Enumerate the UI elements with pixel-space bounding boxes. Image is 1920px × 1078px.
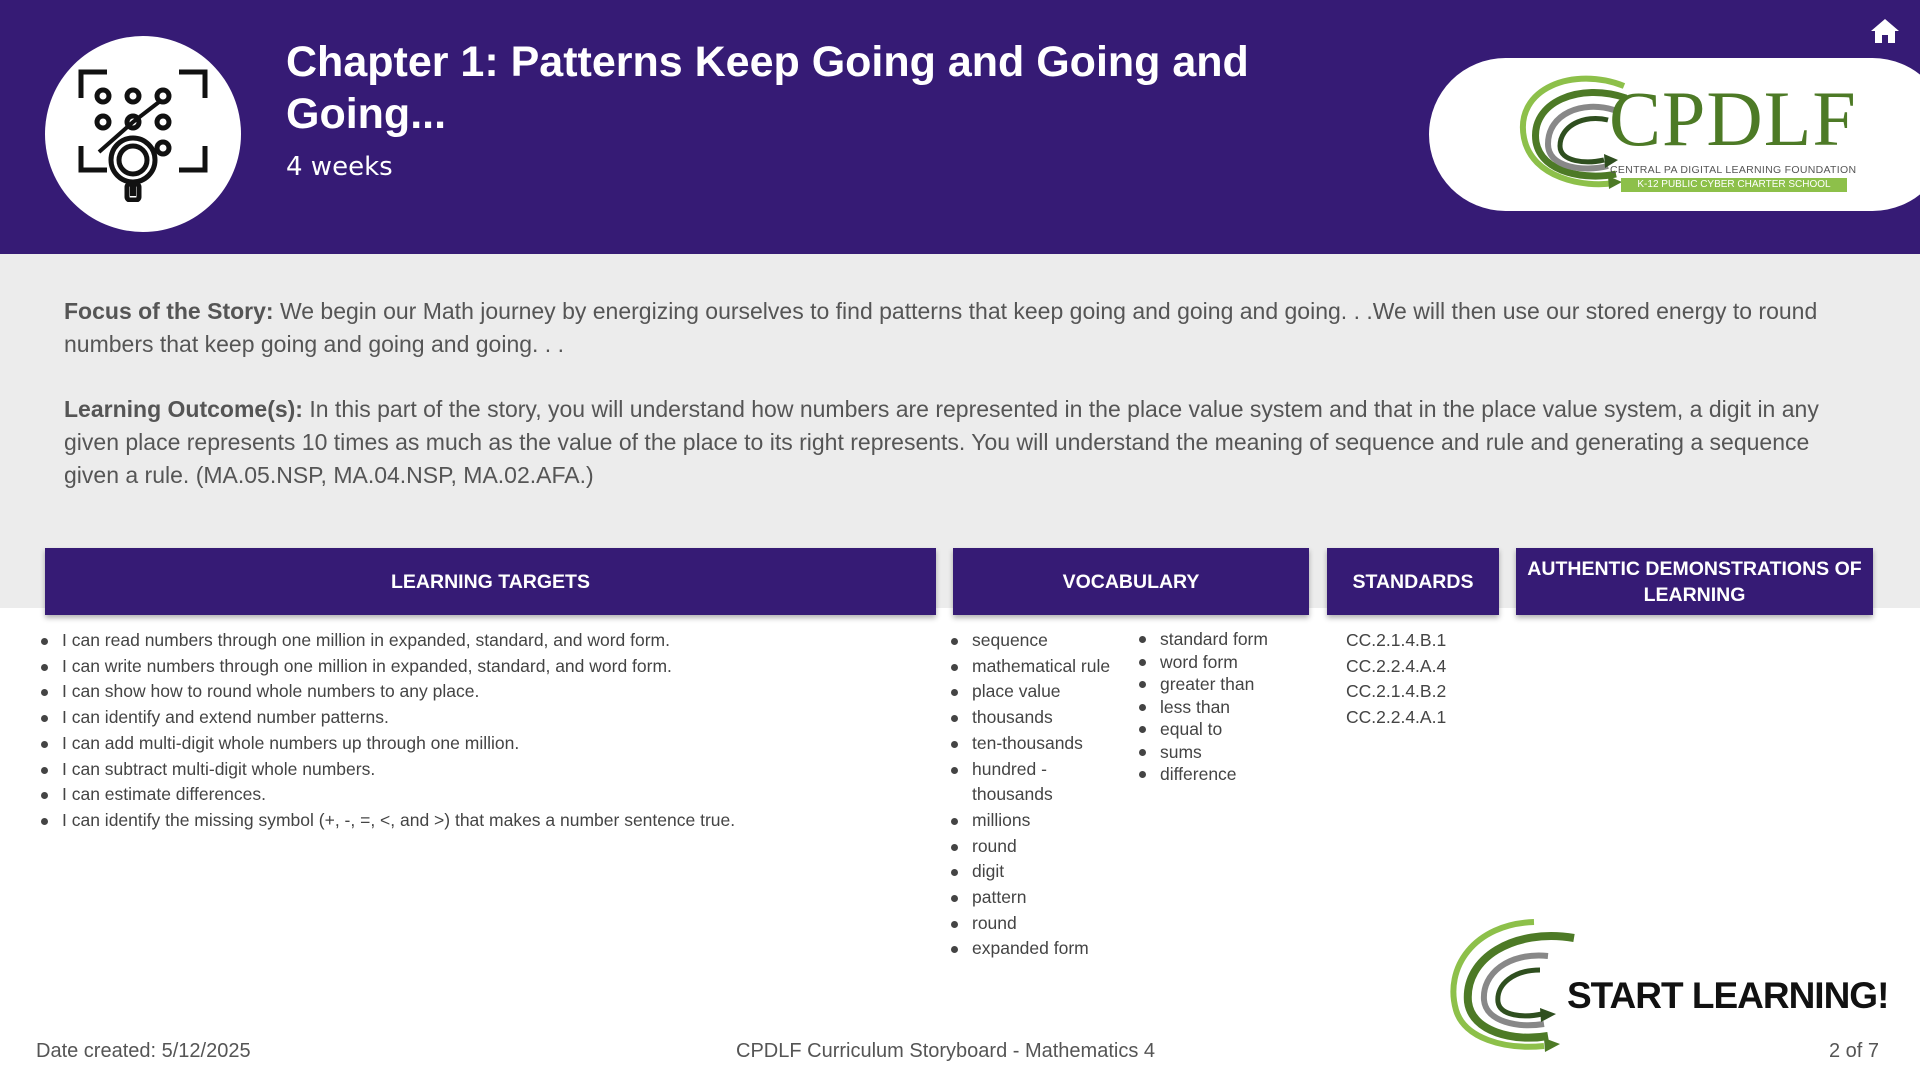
logo-subtitle: CENTRAL PA DIGITAL LEARNING FOUNDATION <box>1610 164 1857 176</box>
logo-band: K-12 PUBLIC CYBER CHARTER SCHOOL <box>1621 178 1847 192</box>
home-icon[interactable] <box>1870 18 1900 44</box>
vocab-item: sums <box>1138 741 1318 764</box>
vocab-item: mathematical rule <box>950 654 1140 680</box>
outcome-paragraph <box>64 393 1864 492</box>
footer-title: CPDLF Curriculum Storyboard - Mathematics 4 <box>736 1040 1156 1062</box>
focus-paragraph <box>64 295 1864 361</box>
vocab-item: difference <box>1138 763 1318 786</box>
standards-header: STANDARDS <box>1327 548 1499 615</box>
list-item: I can add multi-digit whole numbers up through one million. <box>40 731 940 757</box>
standard-code: CC.2.1.4.B.1 <box>1346 630 1447 650</box>
list-item: I can subtract multi-digit whole numbers. <box>40 757 940 783</box>
list-item: I can identify and extend number patterns. <box>40 705 940 731</box>
vocab-item: sequence <box>950 628 1140 654</box>
authentic-demonstrations-header: AUTHENTIC DEMONSTRATIONS OF LEARNING <box>1516 548 1873 615</box>
header-banner <box>0 0 1920 254</box>
vocab-item: thousands <box>950 705 1140 731</box>
vocab-item: millions <box>950 808 1140 834</box>
page-title: Chapter 1: Patterns Keep Going and Going and Going... <box>286 38 1249 138</box>
chapter-duration: 4 weeks <box>286 152 393 182</box>
outcome-label: Learning Outcome(s): <box>64 396 303 422</box>
date-created: Date created: 5/12/2025 <box>36 1040 251 1062</box>
standard-code: CC.2.1.4.B.2 <box>1346 681 1447 702</box>
vocab-item: standard form <box>1138 628 1318 651</box>
learning-targets-list <box>40 628 940 834</box>
vocabulary-list-2 <box>1138 628 1318 786</box>
vocab-item: round <box>950 834 1140 860</box>
list-item: I can identify the missing symbol (+, -, =, <, and >) that makes a number sentence true. <box>40 808 940 834</box>
vocabulary-header: VOCABULARY <box>953 548 1309 615</box>
vocab-item: greater than <box>1138 673 1318 696</box>
standard-code: CC.2.2.4.A.4 <box>1346 655 1447 676</box>
vocab-item: digit <box>950 859 1140 885</box>
page-number: 2 of 7 <box>1829 1040 1880 1062</box>
vocab-item: round <box>950 911 1140 937</box>
pattern-magnifier-icon <box>45 36 241 232</box>
focus-label: Focus of the Story: <box>64 298 274 324</box>
cpdlf-logo <box>1429 58 1920 211</box>
vocab-item: hundred -thousands <box>950 757 1060 808</box>
vocab-item: ten-thousands <box>950 731 1140 757</box>
list-item: I can read numbers through one million in expanded, standard, and word form. <box>40 628 940 654</box>
outcome-text: In this part of the story, you will understand how numbers are represented in the place value system and that in the place value system, a digit in any given place represents 10 times as much as the value of the place to its right represents. You will understand the meaning of sequence and rule and generating a sequence given a rule. (MA.05.NSP, MA.04.NSP, MA.02.AFA.) <box>64 396 1819 488</box>
logo-wordmark: CPDLF <box>1609 75 1857 162</box>
vocab-item: expanded form <box>950 936 1140 962</box>
vocab-item: pattern <box>950 885 1140 911</box>
start-learning-button[interactable]: START LEARNING! <box>1567 975 1889 1016</box>
list-item: I can write numbers through one million in expanded, standard, and word form. <box>40 654 940 680</box>
list-item: I can show how to round whole numbers to any place. <box>40 679 940 705</box>
standard-code: CC.2.2.4.A.1 <box>1346 707 1447 728</box>
vocab-item: place value <box>950 679 1140 705</box>
list-item: I can estimate differences. <box>40 782 940 808</box>
vocabulary-list-1 <box>950 628 1140 962</box>
start-learning-swoosh-icon[interactable] <box>1444 918 1584 1063</box>
vocab-item: word form <box>1138 651 1318 674</box>
standards-list <box>1346 628 1446 731</box>
focus-text: We begin our Math journey by energizing ourselves to find patterns that keep going and going and going. . .We will then use our stored energy to round numbers that keep going and going and going. . . <box>64 298 1818 357</box>
learning-targets-header: LEARNING TARGETS <box>45 548 936 615</box>
vocab-item: less than <box>1138 696 1318 719</box>
vocab-item: equal to <box>1138 718 1318 741</box>
